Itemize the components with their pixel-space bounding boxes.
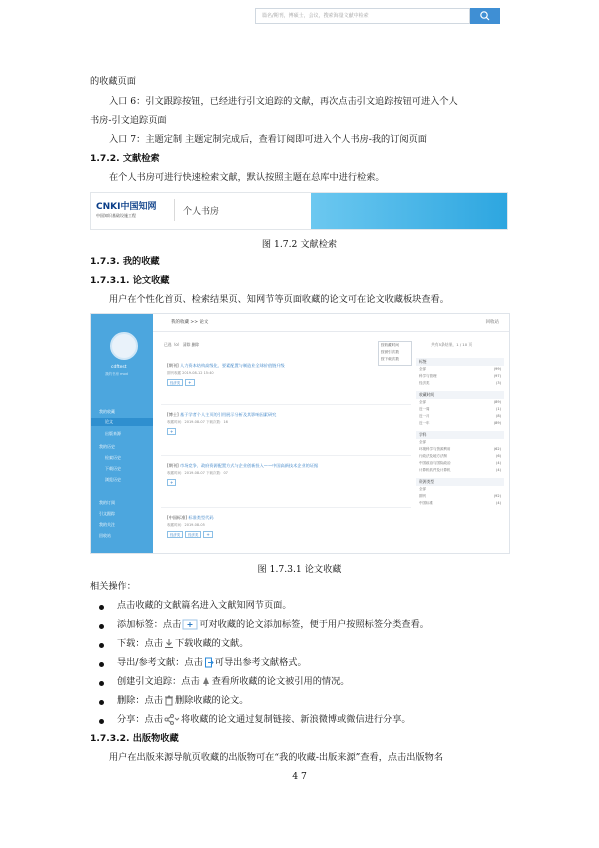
- selection-toolbar[interactable]: 已选（0） 清除 删除: [164, 342, 200, 347]
- text-line: 书房-引文追踪页面: [90, 115, 167, 126]
- dropdown-option[interactable]: 按下载次数: [381, 357, 399, 361]
- text-line: 的收藏页面: [90, 76, 136, 87]
- facet-row[interactable]: 行政法及地方法制 (6): [419, 454, 501, 458]
- facet-row[interactable]: 近一月 (8): [419, 414, 501, 418]
- sidebar-item-follows[interactable]: 我的关注: [99, 522, 115, 527]
- bullet: [99, 662, 104, 667]
- sidebar-item-citation-tracking[interactable]: 引文跟踪: [99, 511, 115, 516]
- dropdown-option[interactable]: 按被引次数: [381, 350, 399, 354]
- section-heading: 1.7.3.1. 论文收藏: [90, 275, 170, 286]
- add-tag-button[interactable]: +: [203, 531, 212, 538]
- tag-chip[interactable]: 经济类: [167, 379, 183, 386]
- share-icon: [164, 714, 180, 725]
- section-heading: 1.7.3. 我的收藏: [90, 256, 160, 267]
- bullet: [99, 719, 104, 724]
- bullet: [99, 700, 104, 705]
- search-icon: [470, 8, 500, 24]
- search-button[interactable]: [470, 8, 500, 24]
- bullet: [99, 681, 104, 686]
- figure-search-screenshot: [90, 192, 508, 230]
- item-title: 基于学者个人主页的引用展示分析及其影响因素研究: [180, 412, 277, 417]
- add-tag-button[interactable]: +: [167, 479, 176, 486]
- text-line: 创建引文追踪：点击 查看所收藏的论文被引用的情况。: [117, 676, 350, 687]
- search-input[interactable]: 篇名/期刊，博硕士，会议，搜索海量文献中检索: [255, 8, 470, 24]
- text-line: 下载：点击 下载收藏的文献。: [117, 638, 249, 649]
- sidebar-selected: [91, 418, 153, 426]
- facet-row[interactable]: 科学与管理 (97): [419, 374, 501, 378]
- avatar: [110, 332, 138, 360]
- facet-heading: 学科: [416, 431, 504, 439]
- text-line: 相关操作：: [90, 581, 136, 592]
- section-heading: 1.7.3.2. 出版物收藏: [90, 733, 179, 744]
- facet-row[interactable]: 中国标准 (4): [419, 501, 501, 505]
- facet-row[interactable]: 全部: [419, 487, 426, 491]
- sidebar-item-favorites[interactable]: 我的收藏: [99, 409, 115, 414]
- facet-row[interactable]: 全部 (99): [419, 367, 501, 371]
- add-tag-button[interactable]: +: [185, 379, 194, 386]
- bullet: [99, 643, 104, 648]
- recycle-bin-link[interactable]: 回收站: [485, 320, 499, 325]
- facet-row[interactable]: 近一年 (89): [419, 421, 501, 425]
- sidebar-item-papers[interactable]: 论文: [105, 419, 113, 424]
- list-item: [期刊] 人力资本结构高级化、要素配置与制造业全球价值链升级 期刊收藏 2019-08-12 15:40 经济类 +: [167, 363, 367, 387]
- top-bar: [153, 314, 509, 332]
- facet-row[interactable]: 近一周 (1): [419, 407, 501, 411]
- divider: [174, 199, 175, 221]
- breadcrumb: 我的收藏 >> 论文: [171, 320, 209, 325]
- item-title: 市场竞争、政府资源配置方式与企业创新投入——中国高新技术企业的证据: [180, 463, 319, 468]
- text-line: 入口 7：主题定制 主题定制完成后，查看订阅即可进入个人书房-我的订阅页面: [109, 134, 427, 145]
- text-line: 用户在出版来源导航页收藏的出版物可在“我的收藏-出版来源”查看，点击出版物名: [109, 752, 444, 763]
- item-title: 标准类型代码: [188, 515, 214, 520]
- text-line: 添加标签：点击 可对收藏的论文添加标签，便于用户按照标签分类查看。: [117, 619, 429, 630]
- text-line: 点击收藏的文献篇名进入文献知网节页面。: [117, 600, 292, 611]
- facet-row[interactable]: 环境科学与资源利用 (62): [419, 447, 501, 451]
- text-line: 分享：点击 将收藏的论文通过复制链接、新浪微博或微信进行分享。: [117, 714, 411, 725]
- facet-row[interactable]: 全部: [419, 440, 426, 444]
- item-title: 人力资本结构高级化、要素配置与制造业全球价值链升级: [180, 363, 285, 368]
- list-item: [中国标准] 标准类型代码 收藏时间：2019-08-05 经济类 经济类 +: [167, 515, 367, 539]
- facet-heading: 资源类型: [416, 478, 504, 486]
- figure-favorites-screenshot: [90, 313, 510, 554]
- add-tag-icon: [182, 619, 198, 630]
- add-tag-button[interactable]: +: [167, 428, 176, 435]
- username: cdftest: [111, 365, 127, 370]
- citation-tracking-icon: [201, 676, 211, 687]
- trash-icon: [164, 695, 174, 706]
- pager: 共有5条结果，1 / 10 页: [431, 342, 473, 347]
- item-meta: 收藏时间：2019-08-05: [167, 523, 205, 527]
- facet-row[interactable]: 全部 (89): [419, 400, 501, 404]
- section-heading: 1.7.2. 文献检索: [90, 153, 160, 164]
- facet-row[interactable]: 中国政治与国际政治 (4): [419, 461, 501, 465]
- item-meta: 期刊收藏 2019-08-12 15:40: [167, 371, 214, 375]
- text-line: 用户在个性化首页、检索结果页、知网节等页面收藏的论文可在论文收藏板块查看。: [109, 294, 449, 305]
- facet-row[interactable]: 期刊 (92): [419, 494, 501, 498]
- filter-panel: [416, 354, 504, 507]
- sidebar-item-download-history[interactable]: 下载历史: [105, 466, 121, 471]
- sidebar-item-history[interactable]: 我的历史: [99, 444, 115, 449]
- facet-row[interactable]: 计算机软件及计算机 (4): [419, 468, 501, 472]
- figure-caption: 图 1.7.3.1 论文收藏: [257, 564, 342, 575]
- tag-chip[interactable]: 经济类: [167, 531, 183, 538]
- bullet: [99, 624, 104, 629]
- user-subtitle: 我的书房 mod: [105, 372, 128, 376]
- tag-chip[interactable]: 经济类: [185, 531, 201, 538]
- list-item: [期刊] 市场竞争、政府资源配置方式与企业创新投入——中国高新技术企业的证据 收藏时间：2019-08-07 下载次数：07 +: [167, 463, 367, 487]
- text-line: 在个人书房可进行快速检索文献，默认按照主题在总库中进行检索。: [109, 172, 385, 183]
- text-line: 入口 6：引文跟踪按钮，已经进行引文追踪的文献，再次点击引文追踪按钮可进入个人: [109, 96, 458, 107]
- cnki-logo: CNKI中国知网 中国知识基础设施工程: [96, 202, 157, 218]
- download-icon: [164, 638, 174, 649]
- dropdown-option[interactable]: 按收藏时间: [381, 343, 399, 347]
- sidebar-item-browse-history[interactable]: 浏览历史: [105, 477, 121, 482]
- text-line: 导出/参考文献：点击 可导出参考文献格式。: [117, 657, 307, 668]
- facet-heading: 标签: [416, 358, 504, 366]
- study-title: 个人书房: [183, 207, 220, 217]
- export-icon: [204, 657, 214, 668]
- facet-heading: 收藏时间: [416, 391, 504, 399]
- item-meta: 收藏时间：2019-08-07 下载次数：16: [167, 420, 228, 424]
- sidebar: [91, 314, 153, 553]
- page-number: 4 7: [292, 771, 307, 782]
- list-item: [博士] 基于学者个人主页的引用展示分析及其影响因素研究 收藏时间：2019-08-07 下载次数：16 +: [167, 412, 367, 436]
- sort-dropdown[interactable]: [378, 341, 412, 366]
- figure-caption: 图 1.7.2 文献检索: [261, 239, 338, 250]
- facet-row[interactable]: 经济类 (3): [419, 381, 501, 385]
- item-meta: 收藏时间：2019-08-07 下载次数：07: [167, 471, 228, 475]
- sidebar-item-subscriptions[interactable]: 我的订阅: [99, 500, 115, 505]
- sidebar-item-search-history[interactable]: 检索历史: [105, 455, 121, 460]
- header-banner: [311, 193, 507, 229]
- text-line: 删除：点击 删除收藏的论文。: [117, 695, 249, 706]
- bullet: [99, 605, 104, 610]
- sidebar-item-sources[interactable]: 出版来源: [105, 431, 121, 436]
- sidebar-item-recycle[interactable]: 回收站: [99, 533, 111, 538]
